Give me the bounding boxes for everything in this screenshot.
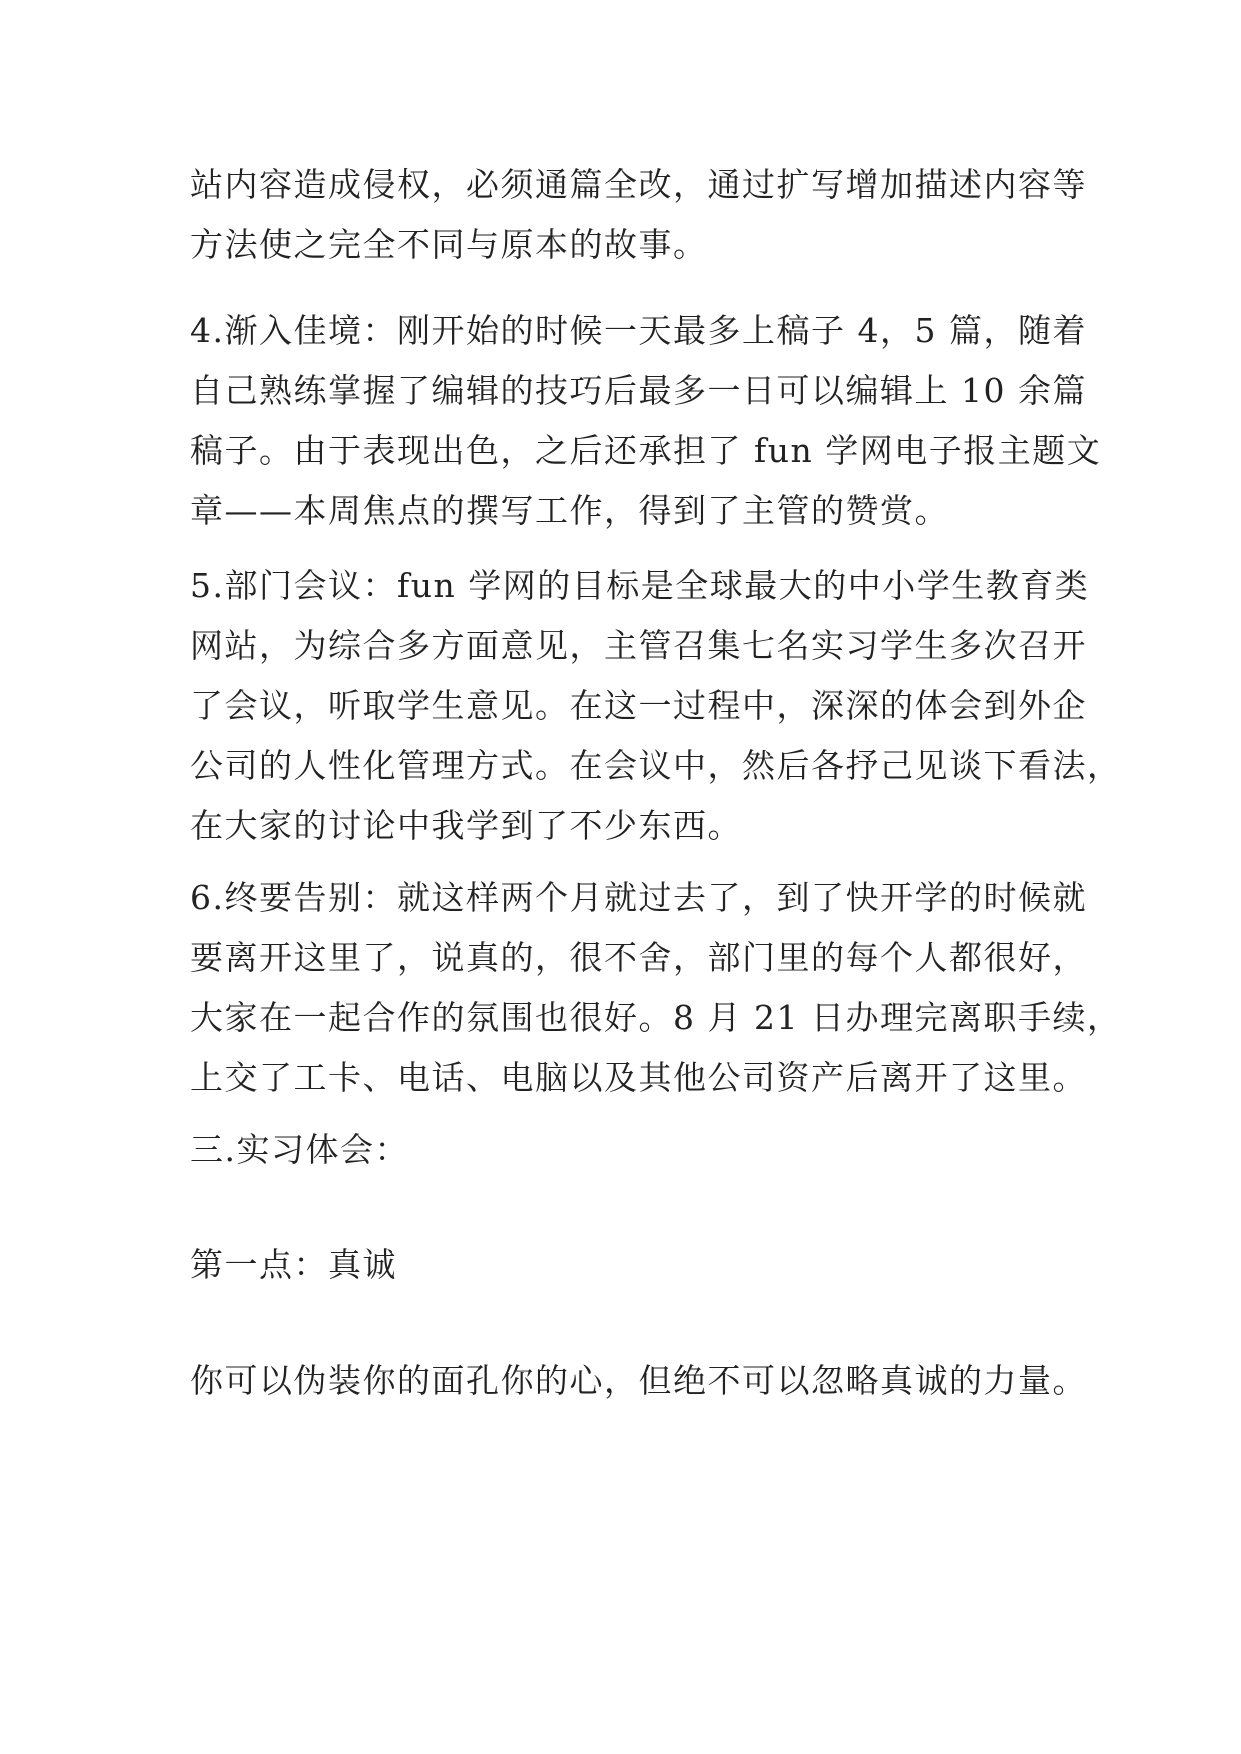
- paragraph-story-rewrite: [190, 155, 1087, 275]
- text-line: 稿子。由于表现出色，之后还承担了 fun 学网电子报主题文: [190, 431, 1102, 470]
- paragraph-sincerity: [190, 1351, 1087, 1411]
- text-line: 方法使之完全不同与原本的故事。: [190, 225, 708, 264]
- text-line: 公司的人性化管理方式。在会议中，然后各抒己见谈下看法，: [190, 746, 1122, 785]
- text-line: 在大家的讨论中我学到了不少东西。: [190, 806, 742, 845]
- section-heading-internship-reflections: [190, 1120, 1080, 1180]
- text-line: 了会议，听取学生意见。在这一过程中，深深的体会到外企: [190, 686, 1087, 725]
- text-line: 站内容造成侵权，必须通篇全改，通过扩写增加描述内容等: [190, 165, 1087, 204]
- text-line: 5.部门会议：fun 学网的目标是全球最大的中小学生教育类: [190, 566, 1090, 605]
- paragraph-item-6: [190, 868, 1122, 1108]
- text-line: 4.渐入佳境：刚开始的时候一天最多上稿子 4，5 篇，随着: [190, 311, 1087, 350]
- text-line: 三.实习体会：: [190, 1130, 409, 1169]
- text-line: 自己熟练掌握了编辑的技巧后最多一日可以编辑上 10 余篇: [190, 371, 1087, 410]
- text-line: 大家在一起合作的氛围也很好。8 月 21 日办理完离职手续，: [190, 998, 1122, 1037]
- paragraph-item-4: [190, 301, 1102, 541]
- subheading-point-one-sincerity: [190, 1235, 1080, 1295]
- text-line: 章——本周焦点的撰写工作，得到了主管的赞赏。: [190, 491, 949, 530]
- text-line: 6.终要告别：就这样两个月就过去了，到了快开学的时候就: [190, 878, 1087, 917]
- text-line: 网站，为综合多方面意见，主管召集七名实习学生多次召开: [190, 626, 1087, 665]
- text-line: 上交了工卡、电话、电脑以及其他公司资产后离开了这里。: [190, 1058, 1087, 1097]
- paragraph-item-5: [190, 556, 1122, 856]
- text-line: 要离开这里了，说真的，很不舍，部门里的每个人都很好，: [190, 938, 1087, 977]
- text-line: 你可以伪装你的面孔你的心，但绝不可以忽略真诚的力量。: [190, 1361, 1087, 1400]
- text-line: 第一点：真诚: [190, 1245, 397, 1284]
